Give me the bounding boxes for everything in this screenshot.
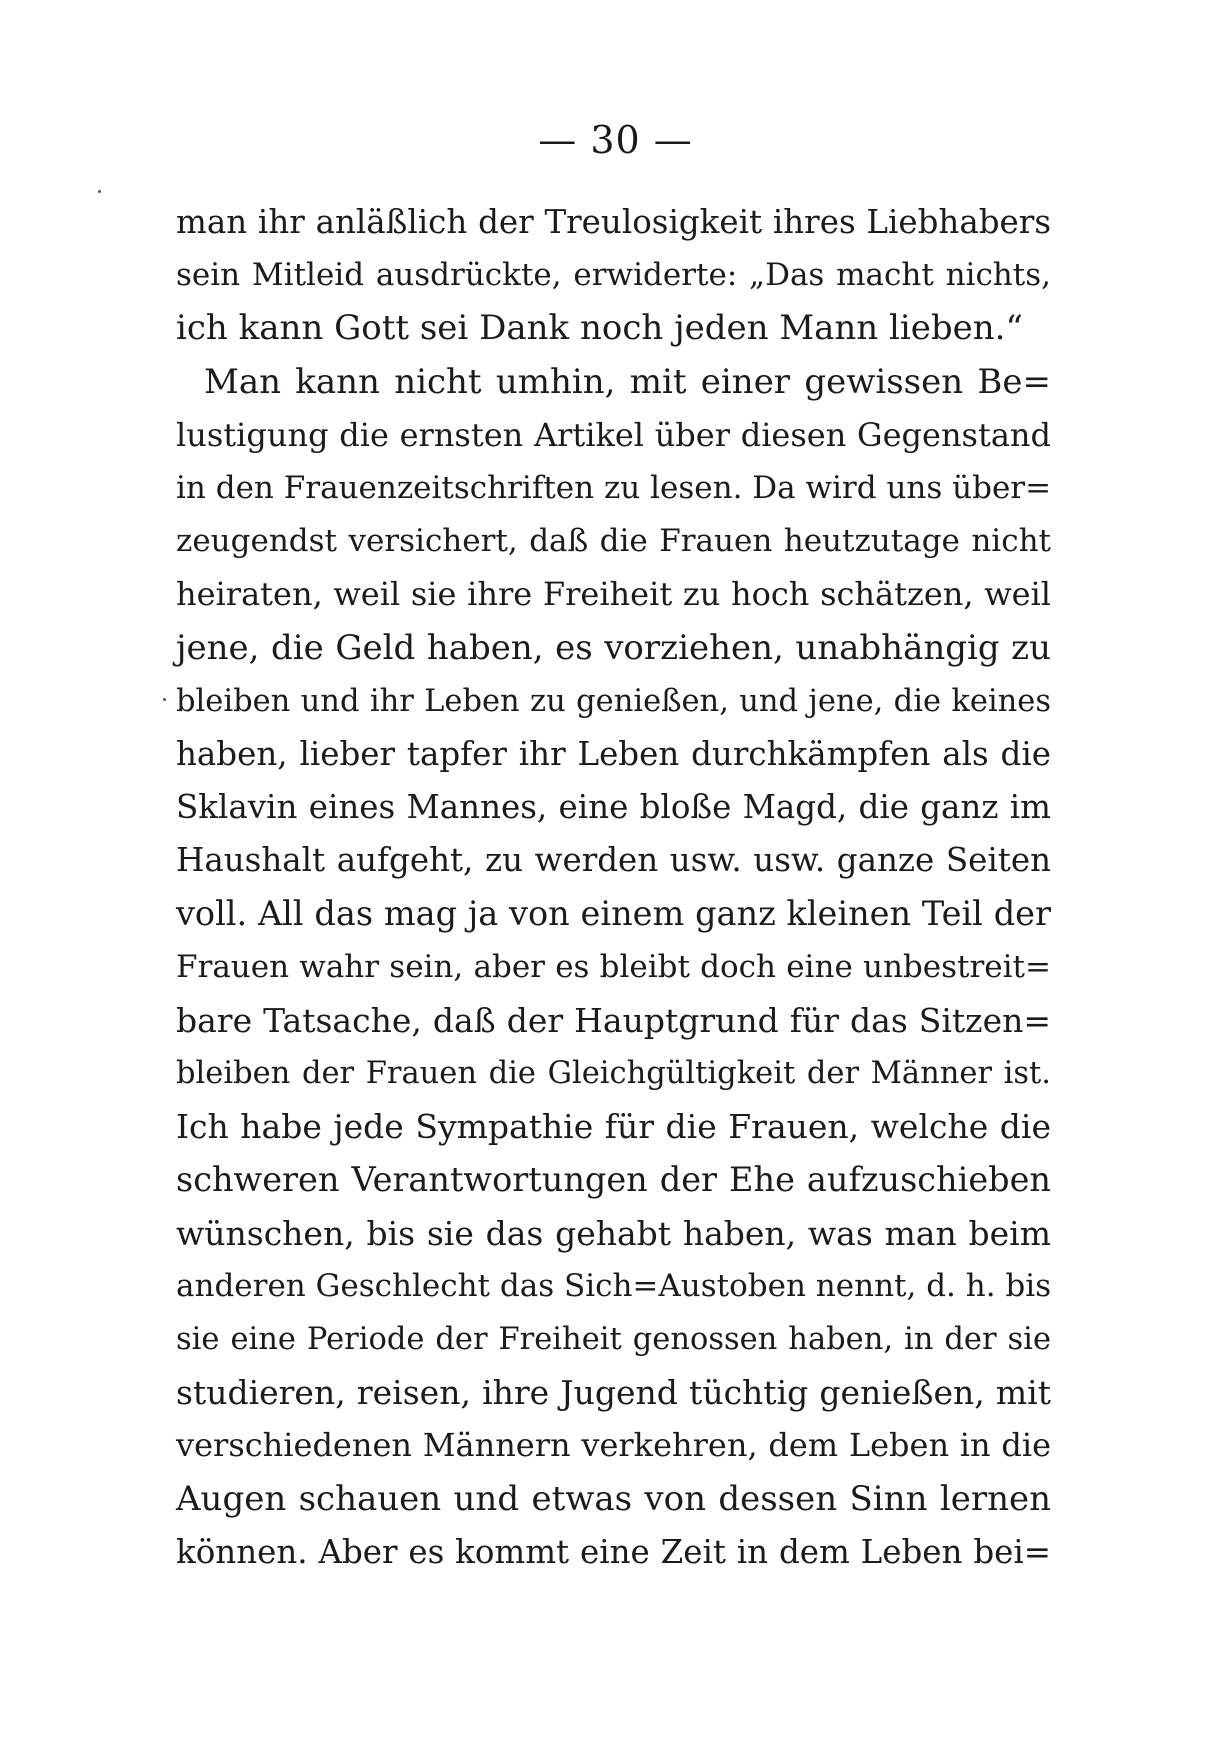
text-line: Man kann nicht umhin, mit einer gewissen Be= [204, 361, 1051, 402]
text-line: können. Aber es kommt eine Zeit in dem Leben bei= [176, 1532, 1051, 1571]
text-line: heiraten, weil sie ihre Freiheit zu hoch schätzen, weil [176, 575, 1051, 614]
text-line: haben, lieber tapfer ihr Leben durchkämpfen als die [176, 734, 1051, 773]
text-line: ich kann Gott sei Dank noch jeden Mann lieben.“ [176, 308, 1023, 349]
text-line: Frauen wahr sein, aber es bleibt doch eine unbestreit= [176, 948, 1051, 985]
text-line: jene, die Geld haben, es vorziehen, unabhängig zu [176, 627, 1051, 668]
text-line: Haushalt aufgeht, zu werden usw. usw. ganze Seiten [176, 841, 1051, 880]
text-line: man ihr anläßlich der Treulosigkeit ihres Liebhabers [176, 203, 1051, 241]
text-line: wünschen, bis sie das gehabt haben, was man beim [176, 1213, 1051, 1253]
text-line: Ich habe jede Sympathie für die Frauen, welche die [176, 1107, 1051, 1147]
text-line: bleiben und ihr Leben zu genießen, und jene, die keines [176, 683, 1051, 719]
text-line: Augen schauen und etwas von dessen Sinn lernen [176, 1478, 1051, 1519]
text-line: zeugendst versichert, daß die Frauen heutzutage nicht [176, 523, 1051, 560]
paper-speck [98, 190, 101, 193]
text-line: voll. All das mag ja von einem ganz kleinen Teil der [176, 894, 1051, 934]
text-line: in den Frauenzeitschriften zu lesen. Da wird uns über= [176, 469, 1052, 506]
text-line: Sklavin eines Mannes, eine bloße Magd, die ganz im [176, 788, 1051, 827]
text-line: schweren Verantwortungen der Ehe aufzuschieben [176, 1160, 1051, 1200]
text-line: studieren, reisen, ihre Jugend tüchtig genießen, mit [176, 1373, 1051, 1413]
text-line: lustigung die ernsten Artikel über diesen Gegenstand [176, 415, 1051, 454]
text-line: sie eine Periode der Freiheit genossen haben, in der sie [176, 1321, 1051, 1357]
body-text [176, 196, 1051, 1579]
page-number: — 30 — [538, 118, 693, 162]
text-line: sein Mitleid ausdrückte, erwiderte: „Das macht nichts, [176, 257, 1051, 294]
text-line: verschiedenen Männern verkehren, dem Leben in die [176, 1426, 1051, 1465]
text-line: bare Tatsache, daß der Hauptgrund für das Sitzen= [176, 1000, 1051, 1040]
text-line: bleiben der Frauen die Gleichgültigkeit der Männer ist. [176, 1056, 1051, 1091]
text-line: anderen Geschlecht das Sich=Austoben nennt, d. h. bis [176, 1267, 1052, 1304]
paper-speck [163, 698, 166, 701]
